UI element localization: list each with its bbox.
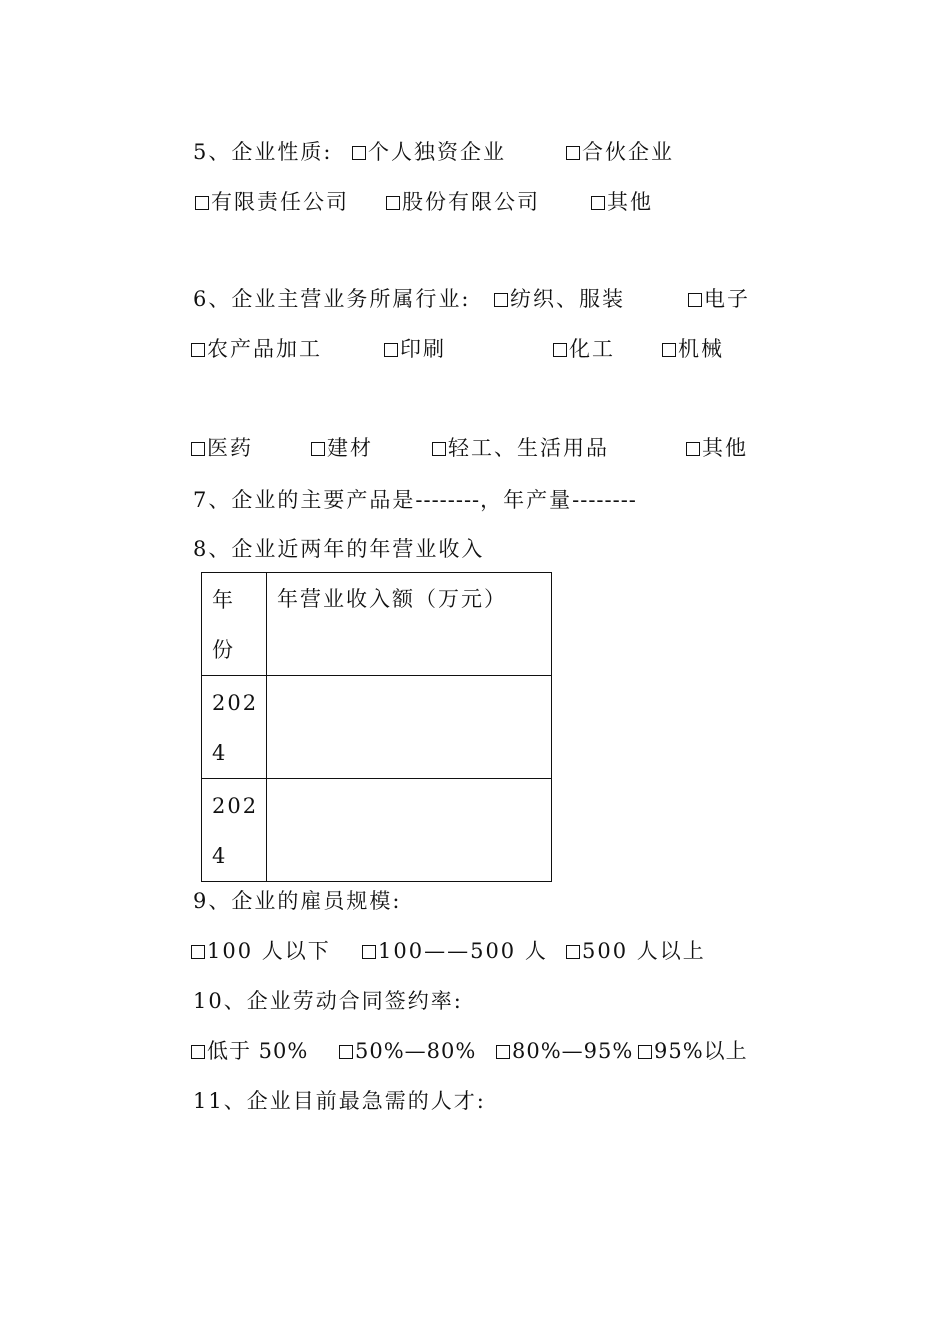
checkbox-icon[interactable] bbox=[191, 442, 205, 456]
table-row bbox=[202, 676, 552, 779]
checkbox-icon[interactable] bbox=[686, 442, 700, 456]
q5-option-other[interactable]: 其他 bbox=[591, 188, 653, 216]
checkbox-icon[interactable] bbox=[195, 196, 209, 210]
table-row bbox=[202, 779, 552, 882]
q8-prefix: 8、企业近两年的年营业收入 bbox=[193, 537, 485, 561]
checkbox-icon[interactable] bbox=[311, 442, 325, 456]
checkbox-icon[interactable] bbox=[339, 1045, 353, 1059]
q6-option-textile[interactable]: 纺织、服装 bbox=[494, 285, 625, 313]
q6-option-light-industry[interactable]: 轻工、生活用品 bbox=[432, 434, 609, 462]
q9-option-over-500[interactable]: 500 人以上 bbox=[566, 937, 706, 965]
checkbox-icon[interactable] bbox=[566, 945, 580, 959]
checkbox-icon[interactable] bbox=[494, 293, 508, 307]
q6-option-printing[interactable]: 印刷 bbox=[384, 335, 446, 363]
table-header-row bbox=[202, 573, 552, 676]
checkbox-icon[interactable] bbox=[638, 1045, 652, 1059]
q9-option-100-500[interactable]: 100——500 人 bbox=[362, 937, 548, 965]
q6-option-machinery[interactable]: 机械 bbox=[662, 335, 724, 363]
checkbox-icon[interactable] bbox=[384, 343, 398, 357]
checkbox-icon[interactable] bbox=[688, 293, 702, 307]
year-cell: 202 4 bbox=[202, 676, 267, 779]
checkbox-icon[interactable] bbox=[566, 146, 580, 160]
q5-option-sole-proprietorship[interactable]: 个人独资企业 bbox=[352, 138, 506, 166]
q9-prefix: 9、企业的雇员规模: bbox=[193, 889, 402, 913]
checkbox-icon[interactable] bbox=[362, 945, 376, 959]
q6-option-medicine[interactable]: 医药 bbox=[191, 434, 253, 462]
q5-prefix: 5、企业性质: bbox=[193, 140, 333, 164]
q10-prefix: 10、企业劳动合同签约率: bbox=[193, 989, 463, 1013]
q5-option-joint-stock[interactable]: 股份有限公司 bbox=[386, 188, 540, 216]
q11-prefix: 11、企业目前最急需的人才: bbox=[193, 1089, 486, 1113]
q7-output-blank[interactable]: -------- bbox=[572, 488, 637, 512]
q6-option-other[interactable]: 其他 bbox=[686, 434, 748, 462]
amount-cell[interactable] bbox=[267, 779, 552, 882]
q6-option-electronics[interactable]: 电子 bbox=[688, 285, 750, 313]
checkbox-icon[interactable] bbox=[432, 442, 446, 456]
amount-cell[interactable] bbox=[267, 676, 552, 779]
q10-option-50-80[interactable]: 50%—80% bbox=[339, 1037, 476, 1065]
q10-option-above-95[interactable]: 95%以上 bbox=[638, 1037, 748, 1065]
q10-option-below-50[interactable]: 低于 50% bbox=[191, 1037, 308, 1065]
q9-option-under-100[interactable]: 100 人以下 bbox=[191, 937, 331, 965]
checkbox-icon[interactable] bbox=[191, 343, 205, 357]
year-cell: 202 4 bbox=[202, 779, 267, 882]
q5-option-llc[interactable]: 有限责任公司 bbox=[195, 188, 349, 216]
q6-option-building[interactable]: 建材 bbox=[311, 434, 373, 462]
q6-option-agri[interactable]: 农产品加工 bbox=[191, 335, 322, 363]
q6-option-chemical[interactable]: 化工 bbox=[553, 335, 615, 363]
checkbox-icon[interactable] bbox=[591, 196, 605, 210]
revenue-table bbox=[201, 572, 552, 882]
q6-prefix: 6、企业主营业务所属行业: bbox=[193, 287, 471, 311]
q7-text: 7、企业的主要产品是--------，年产量-------- bbox=[193, 488, 637, 512]
checkbox-icon[interactable] bbox=[662, 343, 676, 357]
checkbox-icon[interactable] bbox=[191, 1045, 205, 1059]
amount-header-cell: 年营业收入额（万元） bbox=[267, 573, 552, 676]
checkbox-icon[interactable] bbox=[386, 196, 400, 210]
q7-product-blank[interactable]: -------- bbox=[415, 488, 481, 512]
year-header-cell: 年 份 bbox=[202, 573, 267, 676]
checkbox-icon[interactable] bbox=[352, 146, 366, 160]
q10-option-80-95[interactable]: 80%—95% bbox=[496, 1037, 633, 1065]
checkbox-icon[interactable] bbox=[496, 1045, 510, 1059]
checkbox-icon[interactable] bbox=[191, 945, 205, 959]
q5-option-partnership[interactable]: 合伙企业 bbox=[566, 138, 674, 166]
checkbox-icon[interactable] bbox=[553, 343, 567, 357]
